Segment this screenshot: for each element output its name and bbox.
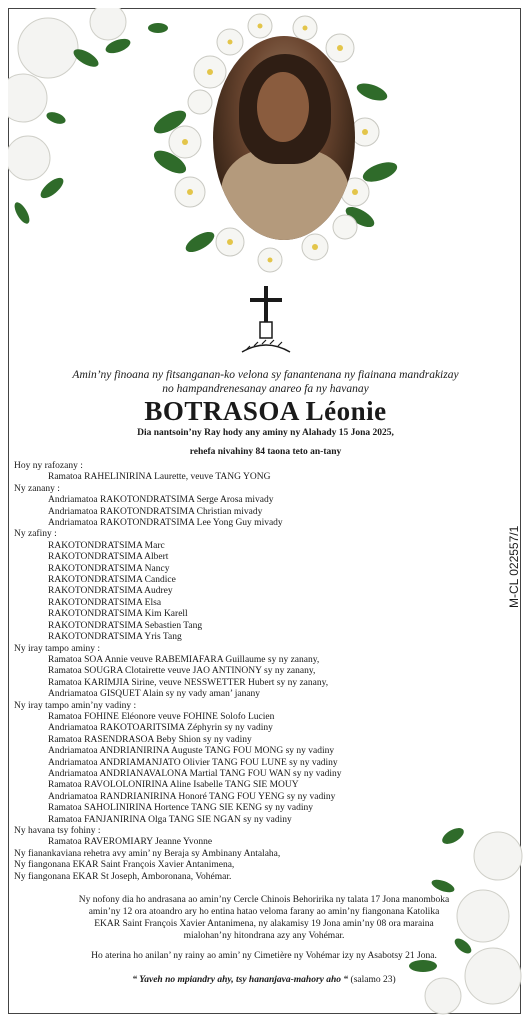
family-member: Ramatoa RAHELINIRINA Laurette, veuve TANG YONG [48, 472, 271, 483]
family-member: Ramatoa SAHOLINIRINA Hortence TANG SIE KENG sy ny vadiny [48, 803, 314, 814]
family-member: Ramatoa KARIMJIA Sirine, veuve NESSWETTER Hubert sy ny zanany, [48, 677, 329, 688]
reference-code: M-CL 022557/1 [507, 525, 521, 608]
family-member: Andriamatoa ANDRIANAVALONA Martial TANG FOU WAN sy ny vadiny [48, 768, 342, 779]
verse-quote: “ Yaveh no mpiandry ahy, tsy hananjava-mahory aho “ [132, 975, 349, 985]
family-member: Ramatoa FOHINE Eléonore veuve FOHINE Solofo Lucien [48, 711, 275, 722]
arrangements-line: EKAR Saint François Xavier Antanimena, ny alakamisy 19 Jona amin’ny 08 ora maraina [94, 919, 434, 929]
family-member: Ramatoa RASENDRASOA Beby Shion sy ny vadiny [48, 734, 252, 745]
deceased-name: BOTRASOA Léonie [144, 396, 387, 426]
burial-line: Ho aterina ho anilan’ ny rainy ao amin’ ny Cimetière ny Vohémar izy ny Asabotsy 21 Jona. [91, 951, 437, 961]
family-member: RAKOTONDRATSIMA Elsa [48, 597, 162, 608]
family-member: Ramatoa SOUGRA Clotairette veuve JAO ANTINONY sy ny zanany, [48, 666, 316, 677]
family-group-heading: Ny zanany : [14, 483, 60, 494]
family-member: Ramatoa SOA Annie veuve RABEMIAFARA Guillaume sy ny zanany, [48, 654, 320, 665]
family-member: RAKOTONDRATSIMA Kim Karell [48, 609, 188, 620]
family-member: RAKOTONDRATSIMA Nancy [48, 563, 170, 574]
intro-line-2: no hampandrenesanay anareo fa ny havanay [162, 383, 369, 395]
family-member: Ramatoa RAVEROMIARY Jeanne Yvonne [48, 837, 213, 848]
family-member: Ramatoa RAVOLOLONIRINA Aline Isabelle TANG SIE MOUY [48, 780, 299, 791]
family-member: Andriamatoa ANDRIAMANJATO Olivier TANG FOU LUNE sy ny vadiny [48, 757, 338, 768]
family-member: Andriamatoa RAKOTONDRATSIMA Christian mivady [48, 506, 263, 517]
family-group-heading: Hoy ny rafozany : [14, 461, 83, 471]
family-group-heading: Ny havana tsy fohiny : [14, 826, 101, 836]
family-list [14, 461, 514, 883]
bible-verse [14, 974, 514, 986]
family-member: Ramatoa FANJANIRINA Olga TANG SIE NGAN sy ny vadiny [48, 814, 292, 825]
verse-reference: (salamo 23) [350, 975, 396, 985]
family-group-heading: Ny iray tampo amin’ny vadiny : [14, 700, 137, 711]
family-member: Andriamatoa GISQUET Alain sy ny vady aman’ janany [48, 689, 261, 700]
family-member: Andriamatoa RAKOTONDRATSIMA Lee Yong Guy mivady [48, 518, 283, 529]
family-member: Andriamatoa RAKOTONDRATSIMA Serge Arosa mivady [48, 495, 274, 506]
family-member: RAKOTONDRATSIMA Sebastien Tang [48, 620, 203, 631]
arrangements-paragraph [14, 894, 514, 942]
cross-candle-icon [236, 284, 296, 364]
arrangements-line: Ny nofony dia ho andrasana ao amin’ny Cercle Chinois Behoririka ny talata 17 Jona manomboka [78, 895, 450, 905]
family-group-heading: Ny zafiny : [14, 529, 57, 540]
intro-line-1: Amin’ny finoana ny fitsanganan-ko velona sy fanantenana ny fiainana mandrakizay [72, 369, 459, 381]
family-member: Andriamatoa ANDRIANIRINA Auguste TANG FOU MONG sy ny vadiny [48, 746, 335, 757]
family-member: Andriamatoa RAKOTOARITSIMA Zéphyrin sy ny vadiny [48, 723, 273, 734]
family-member: Andriamatoa RANDRIANIRINA Honoré TANG FOU YENG sy ny vadiny [48, 791, 336, 802]
death-announcement: Dia nantsoin’ny Ray hody any aminy ny Alahady 15 Jona 2025, [137, 428, 394, 438]
family-group-heading: Ny fiangonana EKAR Saint François Xavier Antanimena, [14, 860, 235, 871]
arrangements-line: mialohan’ny hitondrana azy any Vohémar. [183, 931, 345, 941]
family-group-heading: Ny iray tampo aminy : [14, 643, 101, 654]
deceased-portrait [213, 36, 355, 240]
family-member: RAKOTONDRATSIMA Candice [48, 575, 176, 586]
family-member: RAKOTONDRATSIMA Yris Tang [48, 632, 182, 643]
family-member: RAKOTONDRATSIMA Marc [48, 540, 165, 551]
family-member: RAKOTONDRATSIMA Albert [48, 552, 169, 563]
family-group-heading: Ny fianankaviana rehetra avy amin’ ny Beraja sy Ambinany Antalaha, [14, 848, 281, 859]
age-line: rehefa nivahiny 84 taona teto an-tany [189, 447, 342, 457]
arrangements-line: amin’ny 12 ora atoandro ary ho entina hatao veloma farany ao amin’ny fiangonana Katolika [88, 907, 440, 917]
family-group-heading: Ny fiangonana EKAR St Joseph, Amboronana, Vohémar. [14, 871, 232, 882]
family-member: RAKOTONDRATSIMA Audrey [48, 586, 173, 597]
